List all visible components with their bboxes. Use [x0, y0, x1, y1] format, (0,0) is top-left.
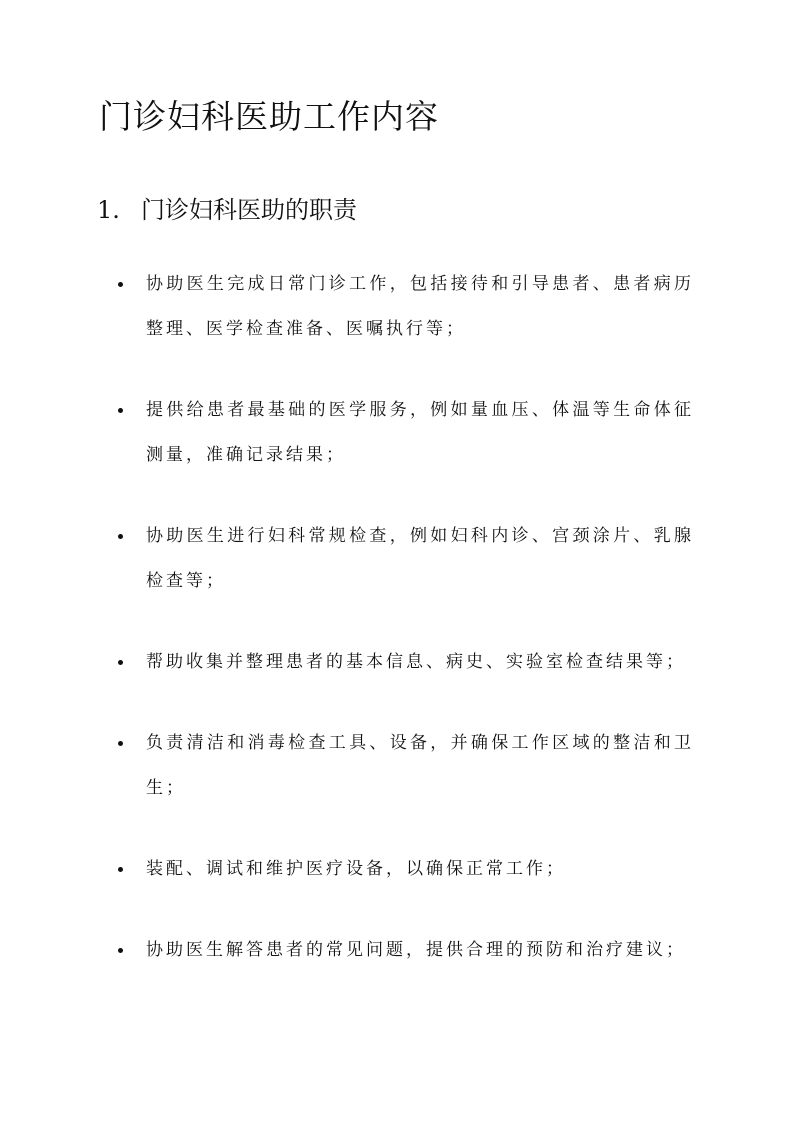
list-item-text: 协助医生进行妇科常规检查，例如妇科内诊、宫颈涂片、乳腺检查等； — [146, 526, 694, 591]
list-item — [114, 514, 694, 604]
section-heading — [97, 190, 357, 230]
list-item-text: 提供给患者最基础的医学服务，例如量血压、体温等生命体征测量，准确记录结果； — [146, 400, 694, 465]
section-heading-text: 门诊妇科医助的职责 — [141, 196, 357, 224]
list-item — [114, 262, 694, 352]
duties-list — [114, 262, 694, 1009]
list-item — [114, 640, 694, 685]
bullet-icon — [118, 282, 123, 287]
list-item-text: 协助医生完成日常门诊工作，包括接待和引导患者、患者病历整理、医学检查准备、医嘱执行等； — [146, 274, 694, 339]
bullet-icon — [118, 534, 123, 539]
section-number: 1. — [97, 196, 120, 224]
list-item — [114, 388, 694, 478]
list-item — [114, 928, 694, 973]
list-item — [114, 847, 694, 892]
list-item — [114, 721, 694, 811]
bullet-icon — [118, 408, 123, 413]
bullet-icon — [118, 660, 123, 665]
list-item-text: 负责清洁和消毒检查工具、设备，并确保工作区域的整洁和卫生； — [146, 733, 694, 798]
bullet-icon — [118, 741, 123, 746]
document-title: 门诊妇科医助工作内容 — [99, 97, 439, 136]
list-item-text: 装配、调试和维护医疗设备，以确保正常工作； — [146, 859, 566, 879]
bullet-icon — [118, 948, 123, 953]
bullet-icon — [118, 867, 123, 872]
list-item-text: 协助医生解答患者的常见问题，提供合理的预防和治疗建议； — [146, 940, 686, 960]
list-item-text: 帮助收集并整理患者的基本信息、病史、实验室检查结果等； — [146, 652, 686, 672]
